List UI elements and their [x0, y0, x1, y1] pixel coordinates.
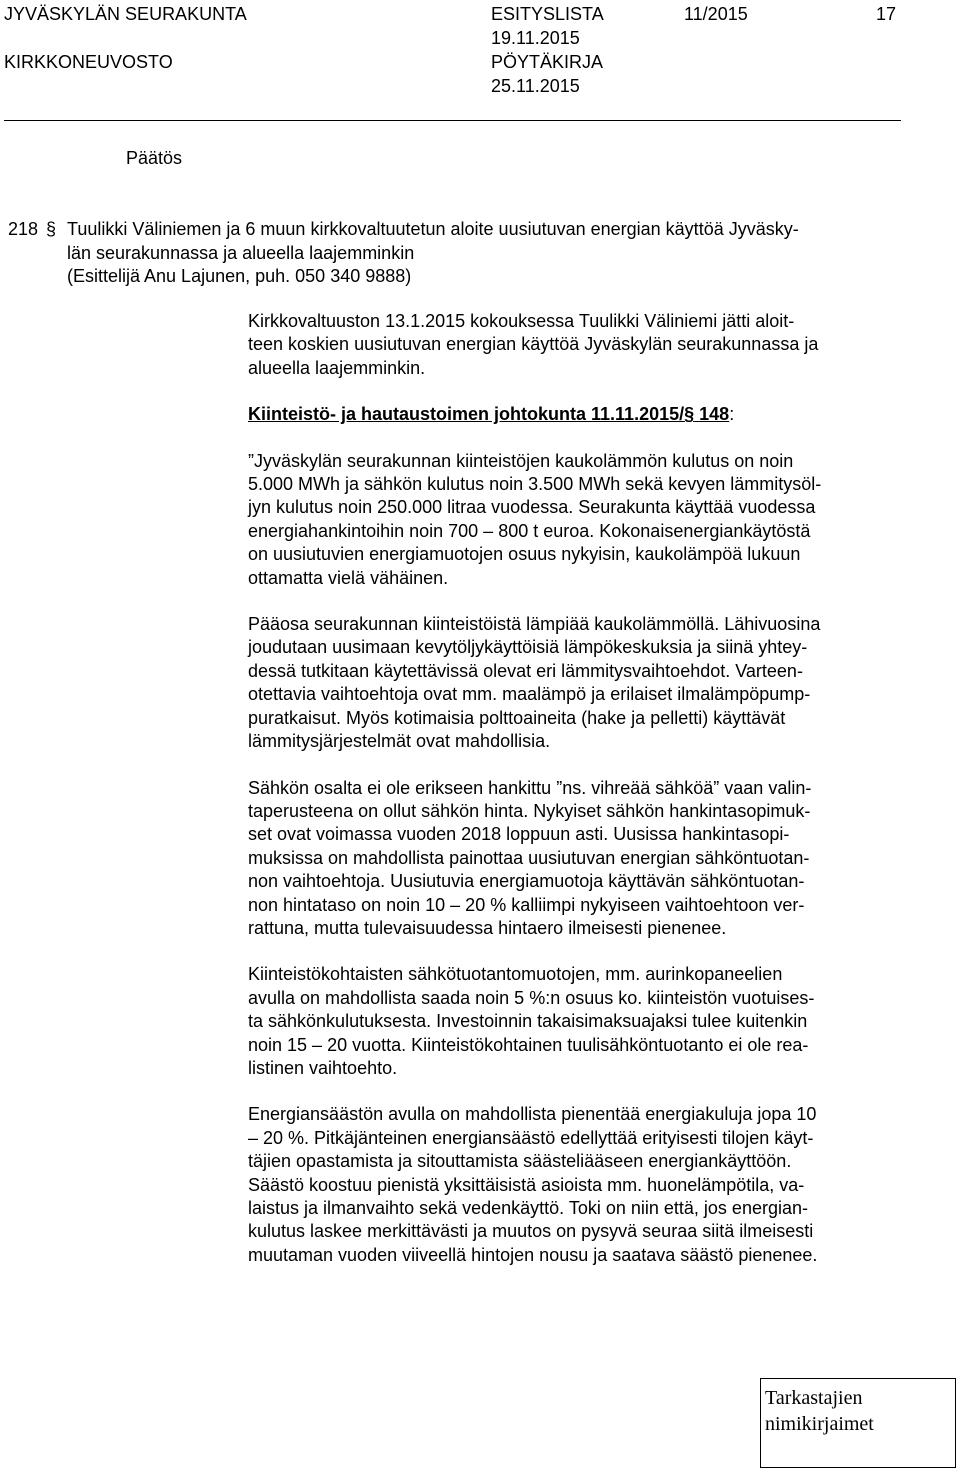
- text-line: taperusteena on ollut sähkön hinta. Nykyiset sähkön hankintasopimuk-: [248, 800, 811, 821]
- text-line: täjien opastamista ja sitouttamista säästeliääseen energiankäyttöön.: [248, 1151, 792, 1172]
- board-reference-section-mark: §: [684, 404, 695, 425]
- text-line: puratkaisut. Myös kotimaisia polttoaineita (hake ja pelletti) käyttävät: [248, 707, 786, 728]
- header-meeting-number: 11/2015: [684, 4, 748, 24]
- paragraph-heating: [248, 613, 908, 753]
- text-line: Sähkön osalta ei ole erikseen hankittu ”ns. vihreää sähköä” vaan valin-: [248, 777, 812, 798]
- text-line: kulutus laskee merkittävästi ja muutos on pysyvä seuraa siitä ilmeisesti: [248, 1221, 814, 1242]
- header-doc-type-minutes: PÖYTÄKIRJA: [491, 52, 604, 72]
- header-doc-date-agenda: 19.11.2015: [491, 28, 580, 48]
- text-line: set ovat voimassa vuoden 2018 loppuun asti. Uusissa hankintasopi-: [248, 824, 790, 845]
- header-organization: JYVÄSKYLÄN SEURAKUNTA: [4, 4, 247, 24]
- text-line: teen koskien uusiutuvan energian käyttöä Jyväskylän seurakunnassa ja: [248, 334, 819, 355]
- text-line: Kirkkovaltuuston 13.1.2015 kokouksessa Tuulikki Väliniemi jätti aloit-: [248, 311, 795, 331]
- paragraph-quote: [248, 450, 908, 590]
- text-line: listinen vaihtoehto.: [248, 1057, 398, 1078]
- reviewer-initials-label-line1: Tarkastajien: [765, 1387, 863, 1409]
- text-line: Säästö koostuu pienistä yksittäisistä asioista mm. huonelämpötila, va-: [248, 1174, 805, 1195]
- item-number: 218: [8, 219, 39, 239]
- paragraph-electricity: [248, 777, 908, 941]
- text-line: Energiansäästön avulla on mahdollista pienentää energiakuluja jopa 10: [248, 1104, 817, 1125]
- board-reference-colon: :: [729, 404, 735, 425]
- header-page-number: 17: [876, 4, 897, 24]
- text-line: alueella laajemminkin.: [248, 357, 426, 378]
- text-line: – 20 %. Pitkäjänteinen energiansäästö edellyttää erityisesti tilojen käyt-: [248, 1127, 814, 1148]
- board-reference-number: 148: [699, 404, 730, 425]
- decision-heading: Päätös: [126, 148, 183, 168]
- paragraph-onsite-generation: [248, 963, 908, 1080]
- text-line: joudutaan uusimaan kevytöljykäyttöisiä lämpökeskuksia ja siinä yhtey-: [248, 637, 808, 658]
- text-line: on uusiutuvien energiamuotojen osuus nykyisin, kaukolämpöä lukuun: [248, 544, 801, 565]
- text-line: ”Jyväskylän seurakunnan kiinteistöjen kaukolämmön kulutus on noin: [248, 450, 794, 471]
- item-title: [67, 218, 907, 289]
- item-title-line: Tuulikki Väliniemen ja 6 muun kirkkovaltuutetun aloite uusiutuvan energian käyttöä Jyväsky-: [67, 219, 799, 239]
- header-doc-date-minutes: 25.11.2015: [491, 76, 580, 96]
- text-line: ottamatta vielä vähäinen.: [248, 567, 449, 588]
- text-line: non vaihtoehtoja. Uusiutuvia energiamuotoja käyttävän sähköntuotan-: [248, 871, 805, 892]
- header-doc-type-agenda: ESITYSLISTA: [491, 4, 604, 24]
- board-reference-name: Kiinteistö- ja hautaustoimen johtokunta 11.11.2015/: [248, 404, 685, 425]
- text-line: muutaman vuoden viiveellä hintojen nousu ja saatava säästö pienenee.: [248, 1244, 818, 1265]
- text-line: Pääosa seurakunnan kiinteistöistä lämpiää kaukolämmöllä. Lähivuosina: [248, 614, 821, 635]
- section-mark: §: [46, 219, 57, 239]
- text-line: lämmitysjärjestelmät ovat mahdollisia.: [248, 731, 551, 752]
- text-line: dessä tutkitaan käytettävissä olevat eri lämmitysvaihtoehdot. Varteen-: [248, 660, 803, 681]
- text-line: laistus ja ilmanvaihto sekä vedenkäyttö. Toki on niin että, jos energian-: [248, 1198, 808, 1218]
- text-line: ta sähkönkulutuksesta. Investoinnin takaisimaksuajaksi tulee kuitenkin: [248, 1011, 808, 1032]
- reviewer-initials-label-line2: nimikirjaimet: [765, 1413, 874, 1435]
- item-title-line: (Esittelijä Anu Lajunen, puh. 050 340 9888): [67, 266, 412, 286]
- paragraph-initiative: [248, 310, 908, 380]
- text-line: avulla on mahdollista saada noin 5 %:n osuus ko. kiinteistön vuotuises-: [248, 987, 815, 1008]
- text-line: noin 15 – 20 vuotta. Kiinteistökohtainen tuulisähköntuotanto ei ole rea-: [248, 1034, 809, 1055]
- item-body: [248, 310, 908, 1290]
- board-reference: [248, 403, 908, 426]
- text-line: muksissa on mahdollista painottaa uusiutuvan energian sähköntuotan-: [248, 847, 810, 868]
- text-line: Kiinteistökohtaisten sähkötuotantomuotojen, mm. aurinkopaneelien: [248, 964, 783, 985]
- text-line: jyn kulutus noin 250.000 litraa vuodessa. Seurakunta käyttää vuodessa: [248, 497, 816, 518]
- text-line: energiahankintoihin noin 700 – 800 t euroa. Kokonaisenergiankäytöstä: [248, 520, 811, 541]
- reviewer-initials-box: [760, 1378, 956, 1468]
- header-divider: [4, 120, 901, 121]
- paragraph-energy-saving: [248, 1103, 908, 1267]
- text-line: 5.000 MWh ja sähkön kulutus noin 3.500 MWh sekä kevyen lämmitysöl-: [248, 474, 822, 495]
- text-line: rattuna, mutta tulevaisuudessa hintaero ilmeisesti pienenee.: [248, 917, 727, 938]
- header-body-name: KIRKKONEUVOSTO: [4, 52, 173, 72]
- text-line: otettavia vaihtoehtoja ovat mm. maalämpö ja erilaiset ilmalämpöpump-: [248, 684, 811, 705]
- item-title-line: län seurakunnassa ja alueella laajemminkin: [67, 242, 415, 263]
- text-line: non hintataso on noin 10 – 20 % kalliimpi nykyiseen vaihtoehtoon ver-: [248, 894, 805, 915]
